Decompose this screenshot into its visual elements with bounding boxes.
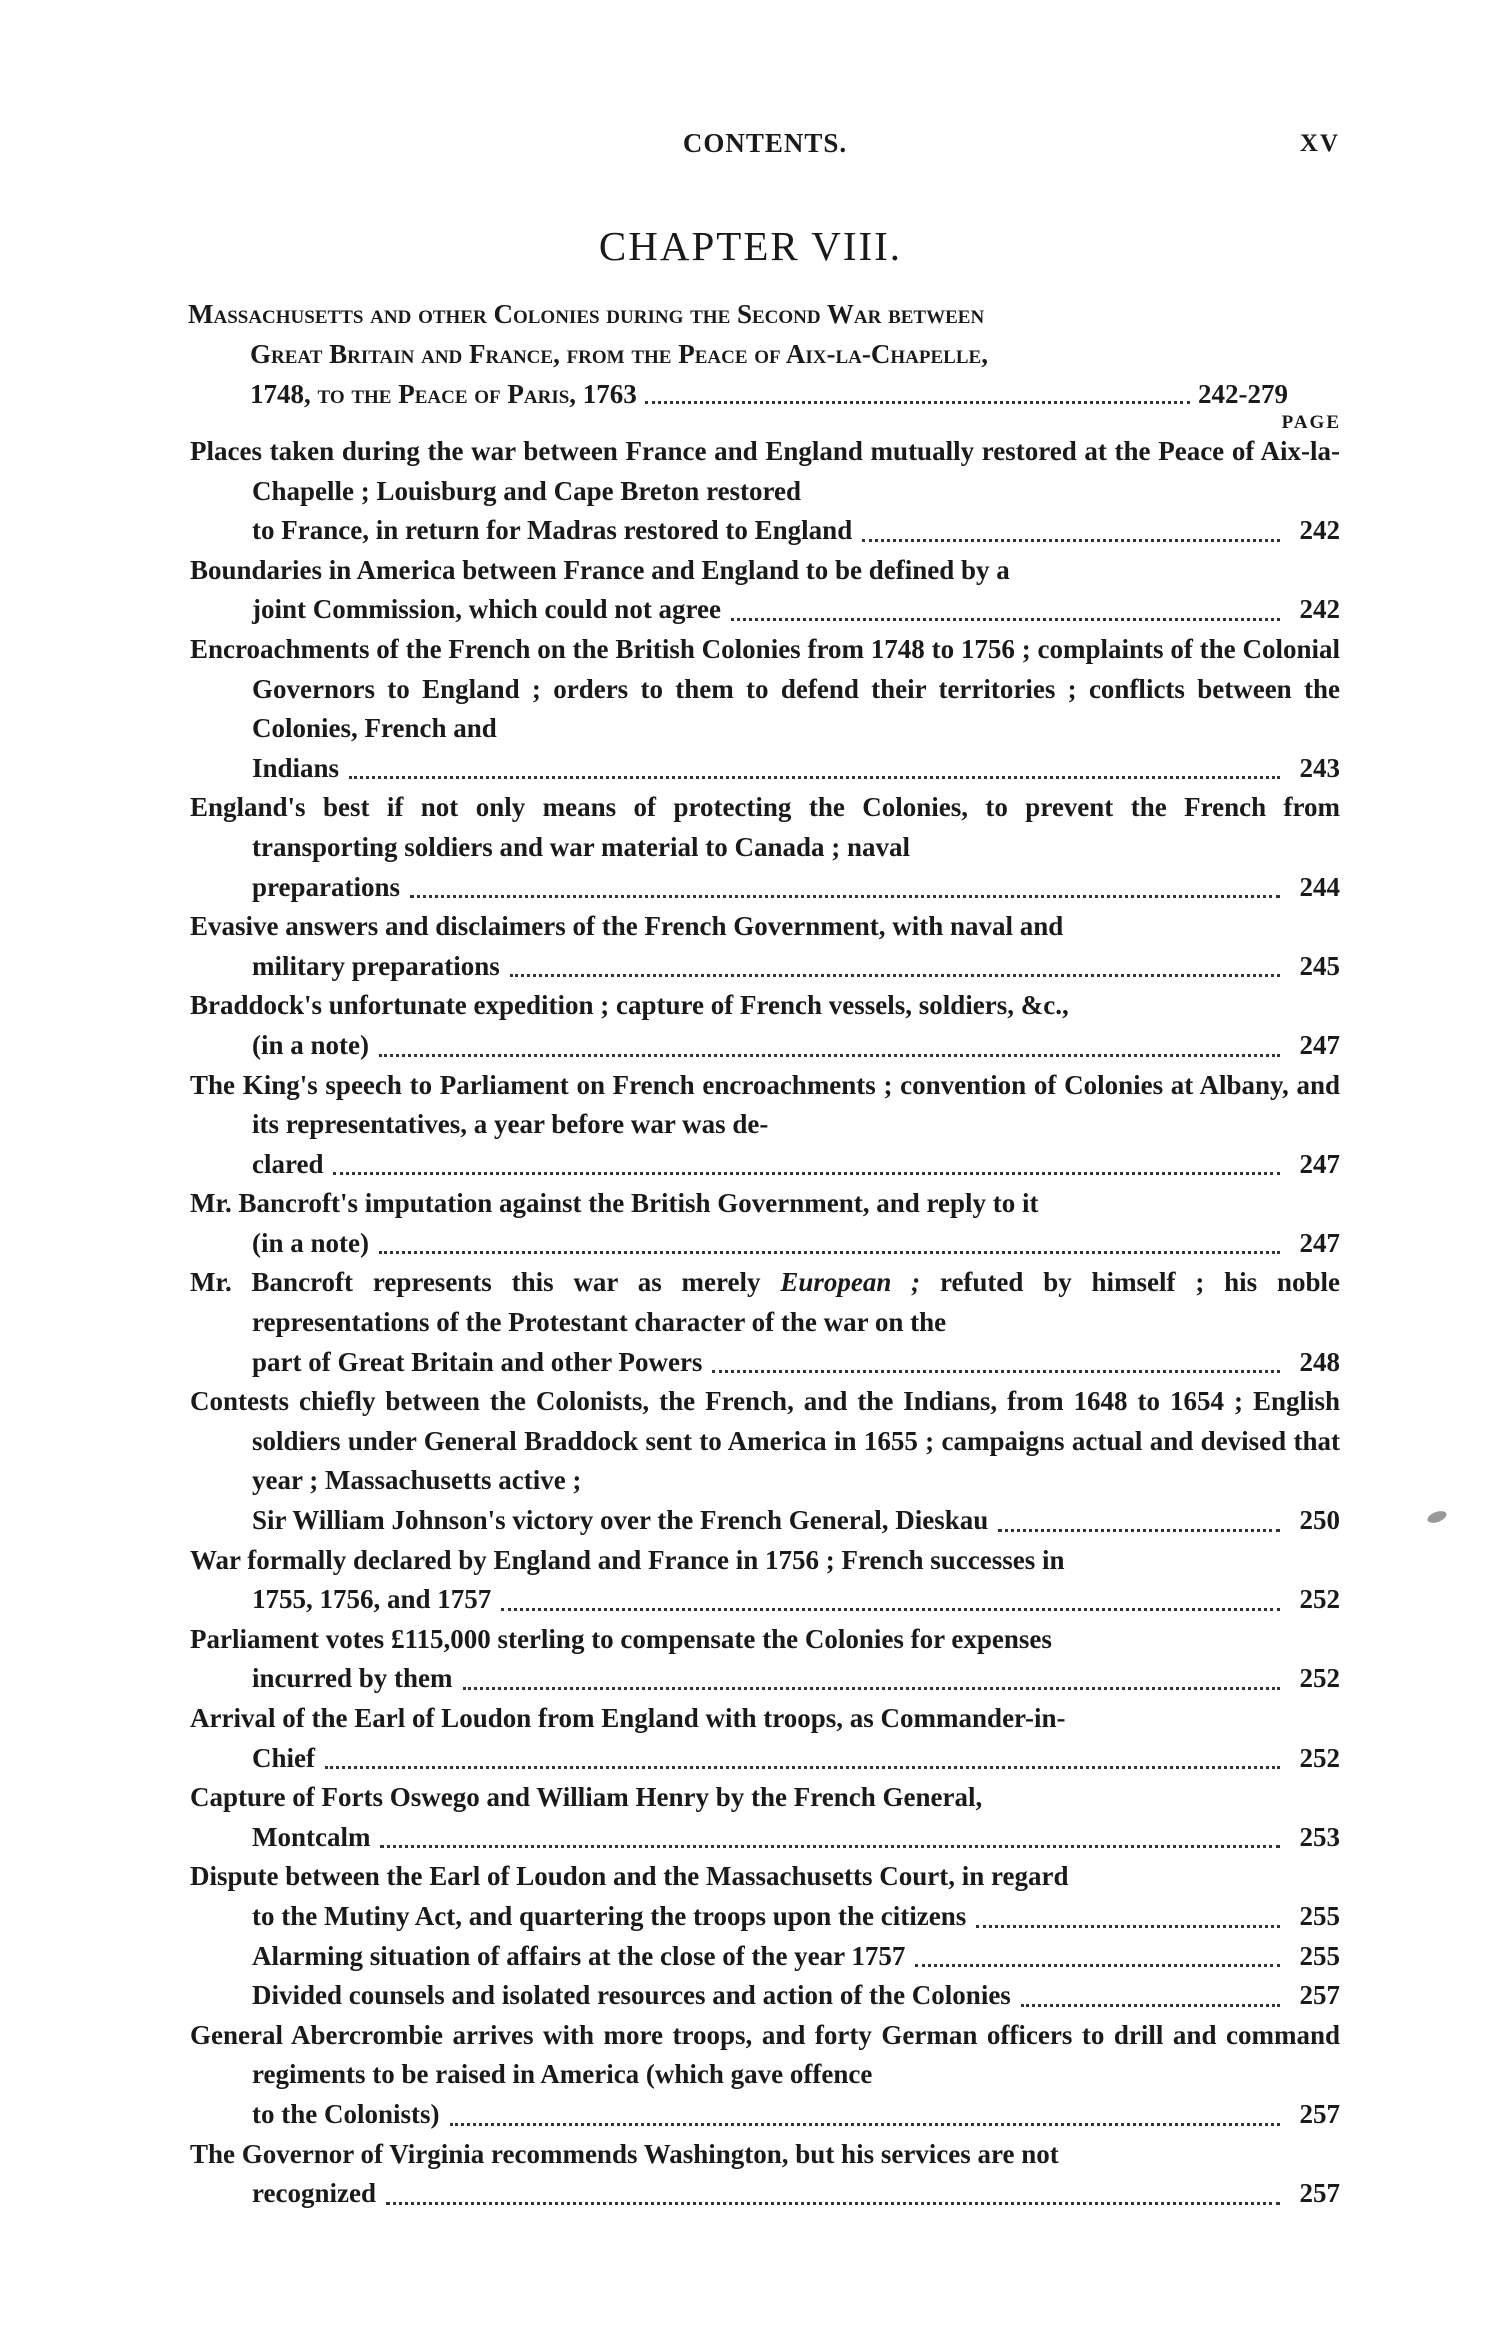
dot-leader [380,1818,1280,1849]
chapter-summary-line-1: Massachusetts and other Colonies during the Second War between [188,299,985,329]
entry-page: 245 [1299,950,1340,981]
entry-page: 257 [1299,1980,1340,2011]
page-number: XV [1299,130,1340,157]
chapter-summary-line-2: Great Britain and France, from the Peace of Aix-la-Chapelle, [250,339,988,369]
entry-text: Boundaries in America between France and England to be defined by a [190,554,1010,585]
entry-last-text: Chief [252,1742,315,1773]
toc-entry [190,1066,1340,1185]
entry-page: 248 [1299,1346,1340,1377]
dot-leader [501,1580,1280,1611]
toc-entry [190,788,1340,907]
chapter-summary [188,294,1288,414]
toc-entry [190,986,1340,1065]
dot-leader [862,511,1280,542]
entry-last-text: Alarming situation of affairs at the close of the year 1757 [252,1940,906,1971]
toc-entry [190,432,1340,551]
entry-text: Encroachments of the French on the British Colonies from 1748 to 1756 ; complaints of the Colonial Governors to England ; orders to them to defend their territories ; conflicts between the Colonies, French and [190,633,1340,744]
entry-page: 242 [1299,515,1340,546]
entry-text: Arrival of the Earl of Loudon from England with troops, as Commander-in- [190,1703,1066,1733]
entry-page: 243 [1299,752,1340,783]
entry-page: 252 [1299,1584,1340,1615]
entry-last-text: recognized [252,2178,376,2209]
entry-page: 250 [1299,1505,1340,1536]
toc-entry [190,1778,1340,1857]
entry-last-text: Sir William Johnson's victory over the French General, Dieskau [252,1505,989,1536]
entry-last-line [252,749,1340,789]
toc-entry [190,630,1340,788]
entry-last-line [252,1976,1340,2016]
entry-last-line [252,1580,1340,1620]
entry-last-text: clared [252,1148,324,1179]
toc-entry [190,1937,1340,1977]
entry-last-line [252,1937,1340,1977]
entry-text: Evasive answers and disclaimers of the French Government, with naval and [190,911,1064,942]
entry-page: 247 [1299,1029,1340,1060]
toc-entry [190,1620,1340,1699]
entry-last-line [252,1224,1340,1264]
chapter-page-range: 242-279 [1198,379,1288,409]
entry-page: 255 [1299,1940,1340,1971]
toc-entry [190,1976,1340,2016]
entry-last-text: to the Mutiny Act, and quartering the troops upon the citizens [252,1900,967,1931]
dot-leader [645,374,1190,404]
entry-last-line [252,1501,1340,1541]
toc-entry [190,1699,1340,1778]
entry-last-line [252,868,1340,908]
entry-last-line [252,590,1340,630]
entry-last-line [252,1026,1340,1066]
entry-last-text: Indians [252,752,340,783]
toc-entry [190,551,1340,630]
toc-list [190,432,1340,2214]
dot-leader [333,1145,1280,1176]
entry-text: Capture of Forts Oswego and William Henry by the French General, [190,1782,983,1813]
entry-page: 244 [1299,871,1340,902]
entry-last-text: Montcalm [252,1821,371,1852]
toc-entry [190,2135,1340,2214]
toc-entry [190,1263,1340,1382]
entry-last-line [252,1739,1340,1779]
toc-entry [190,907,1340,986]
entry-last-text: joint Commission, which could not agree [252,594,722,625]
dot-leader [325,1739,1280,1770]
toc-entry [190,1857,1340,1936]
toc-entry [190,1184,1340,1263]
entry-text: The King's speech to Parliament on French encroachments ; convention of Colonies at Albany, and its representatives, a year before war was de- [190,1069,1340,1140]
dot-leader [731,590,1280,621]
entry-page: 247 [1299,1148,1340,1179]
chapter-summary-dates: 1748, to the Peace of Paris, 1763 [250,379,637,409]
entry-last-text: 1755, 1756, and 1757 [252,1584,492,1615]
entry-last-text: part of Great Britain and other Powers [252,1346,703,1377]
entry-text: Places taken during the war between France and England mutually restored at the Peace of Aix-la-Chapelle ; Louisburg and Cape Breton restored [190,436,1340,506]
entry-last-line [252,511,1340,551]
dot-leader [379,1224,1280,1255]
entry-last-text: incurred by them [252,1663,453,1694]
entry-text: Dispute between the Earl of Loudon and the Massachusetts Court, in regard [190,1861,1069,1892]
dot-leader [349,749,1280,780]
entry-last-text: preparations [252,871,401,902]
entry-text-before: Mr. Bancroft represents this war as merely [190,1267,781,1298]
entry-last-text: to France, in return for Madras restored to England [252,515,853,546]
entry-last-text: (in a note) [252,1029,369,1060]
entry-last-line [252,2174,1340,2214]
entry-last-line [252,1343,1340,1383]
entry-last-text: Divided counsels and isolated resources and action of the Colonies [252,1980,1011,2011]
toc-entry [190,1541,1340,1620]
toc-entry [190,1382,1340,1540]
dot-leader [410,868,1280,899]
entry-last-line [252,1145,1340,1185]
entry-page: 253 [1299,1821,1340,1852]
entry-last-line [252,1659,1340,1699]
entry-text-emphasis: European ; [780,1267,921,1298]
dot-leader [379,1026,1280,1057]
entry-page: 242 [1299,594,1340,625]
entry-text: War formally declared by England and France in 1756 ; French successes in [190,1544,1065,1575]
entry-last-text: (in a note) [252,1227,369,1258]
entry-text: General Abercrombie arrives with more troops, and forty German officers to drill and command regiments to be raised in America (which gave offence [190,2019,1340,2090]
chapter-heading: CHAPTER VIII. [598,223,903,269]
entry-page: 255 [1299,1900,1340,1931]
entry-page: 257 [1299,2098,1340,2129]
entry-last-text: military preparations [252,950,500,981]
entry-page: 252 [1299,1663,1340,1694]
ink-smudge [1426,1509,1448,1525]
entry-page: 257 [1299,2178,1340,2209]
entry-text: England's best if not only means of protecting the Colonies, to prevent the French from transporting soldiers and war material to Canada ; naval [190,792,1340,862]
dot-leader [998,1501,1280,1532]
dot-leader [915,1937,1280,1968]
entry-text: Parliament votes £115,000 sterling to compensate the Colonies for expenses [190,1623,1052,1654]
entry-text: Braddock's unfortunate expedition ; capture of French vessels, soldiers, &c., [190,990,1069,1021]
entry-text: Mr. Bancroft's imputation against the British Government, and reply to it [190,1188,1039,1219]
dot-leader [450,2095,1281,2126]
entry-text: The Governor of Virginia recommends Washington, but his services are not [190,2138,1059,2169]
entry-last-line [252,1818,1340,1858]
dot-leader [386,2174,1280,2205]
entry-last-text: to the Colonists) [252,2098,440,2129]
entry-last-line [252,2095,1340,2135]
entry-page: 252 [1299,1742,1340,1773]
dot-leader [1021,1976,1280,2007]
page-column-label: PAGE [1281,412,1341,433]
running-title: CONTENTS. [682,128,848,158]
entry-last-line [252,1897,1340,1937]
dot-leader [510,947,1280,978]
dot-leader [976,1897,1280,1928]
entry-text: Contests chiefly between the Colonists, the French, and the Indians, from 1648 to 1654 ; English soldiers under General Braddock sent to America in 1655 ; campaigns actual and devised that year ; Massachusetts active ; [190,1386,1340,1496]
running-head [190,128,1340,168]
dot-leader [463,1659,1281,1690]
entry-last-line [252,947,1340,987]
entry-text-after: refuted by himself ; his noble representations of the Protestant character of the war on the [252,1267,1340,1338]
dot-leader [712,1343,1280,1374]
entry-page: 247 [1299,1227,1340,1258]
entry-text [190,1263,1340,1342]
chapter-summary-last-line [188,374,1288,414]
toc-entry [190,2016,1340,2135]
